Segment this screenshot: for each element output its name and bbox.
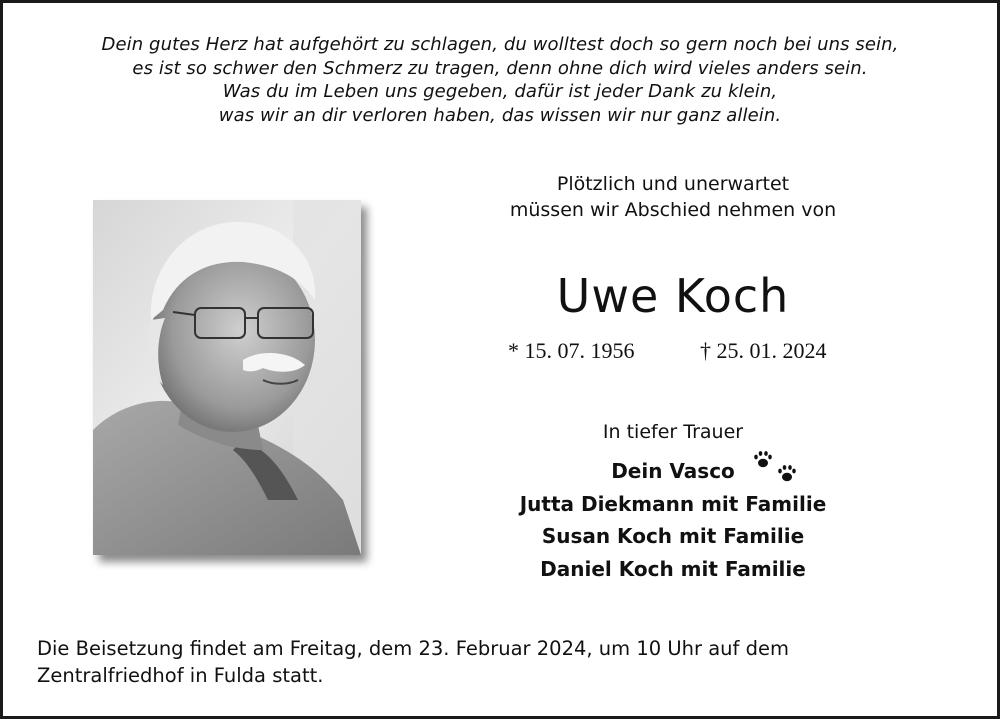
mourner-name: Daniel Koch mit Familie [540, 556, 806, 581]
funeral-line: Zentralfriedhof in Fulda statt. [37, 664, 324, 687]
mourning-heading: In tiefer Trauer [602, 421, 744, 443]
poem-line: Was du im Leben uns gegeben, dafür ist jeder Dank zu klein, [222, 81, 778, 102]
mourner-name: Dein Vasco [611, 459, 735, 483]
poem-line: es ist so schwer den Schmerz zu tragen, denn ohne dich wird vieles anders sein. [132, 57, 868, 79]
intro-text [443, 171, 903, 223]
birth-date: * 15. 07. 1956 [508, 338, 635, 363]
mourner-name: Jutta Diekmann mit Familie [519, 491, 827, 516]
poem-line: Dein gutes Herz hat aufgehört zu schlagen, du wolltest doch so gern noch bei uns sein, [101, 34, 899, 55]
paw-prints-icon [751, 448, 803, 488]
deceased-name: Uwe Koch [556, 269, 790, 323]
mourner-name: Susan Koch mit Familie [541, 524, 805, 548]
mourner-list [458, 455, 888, 585]
poem [3, 33, 997, 127]
funeral-line: Die Beisetzung findet am Freitag, dem 23. Februar 2024, um 10 Uhr auf dem [37, 637, 789, 660]
intro-line: Plötzlich und unerwartet [556, 173, 790, 195]
death-date: † 25. 01. 2024 [700, 338, 827, 363]
poem-line: was wir an dir verloren haben, das wissen wir nur ganz allein. [218, 104, 782, 126]
portrait-photo [93, 200, 361, 555]
intro-line: müssen wir Abschied nehmen von [509, 199, 837, 221]
funeral-info [37, 635, 937, 689]
